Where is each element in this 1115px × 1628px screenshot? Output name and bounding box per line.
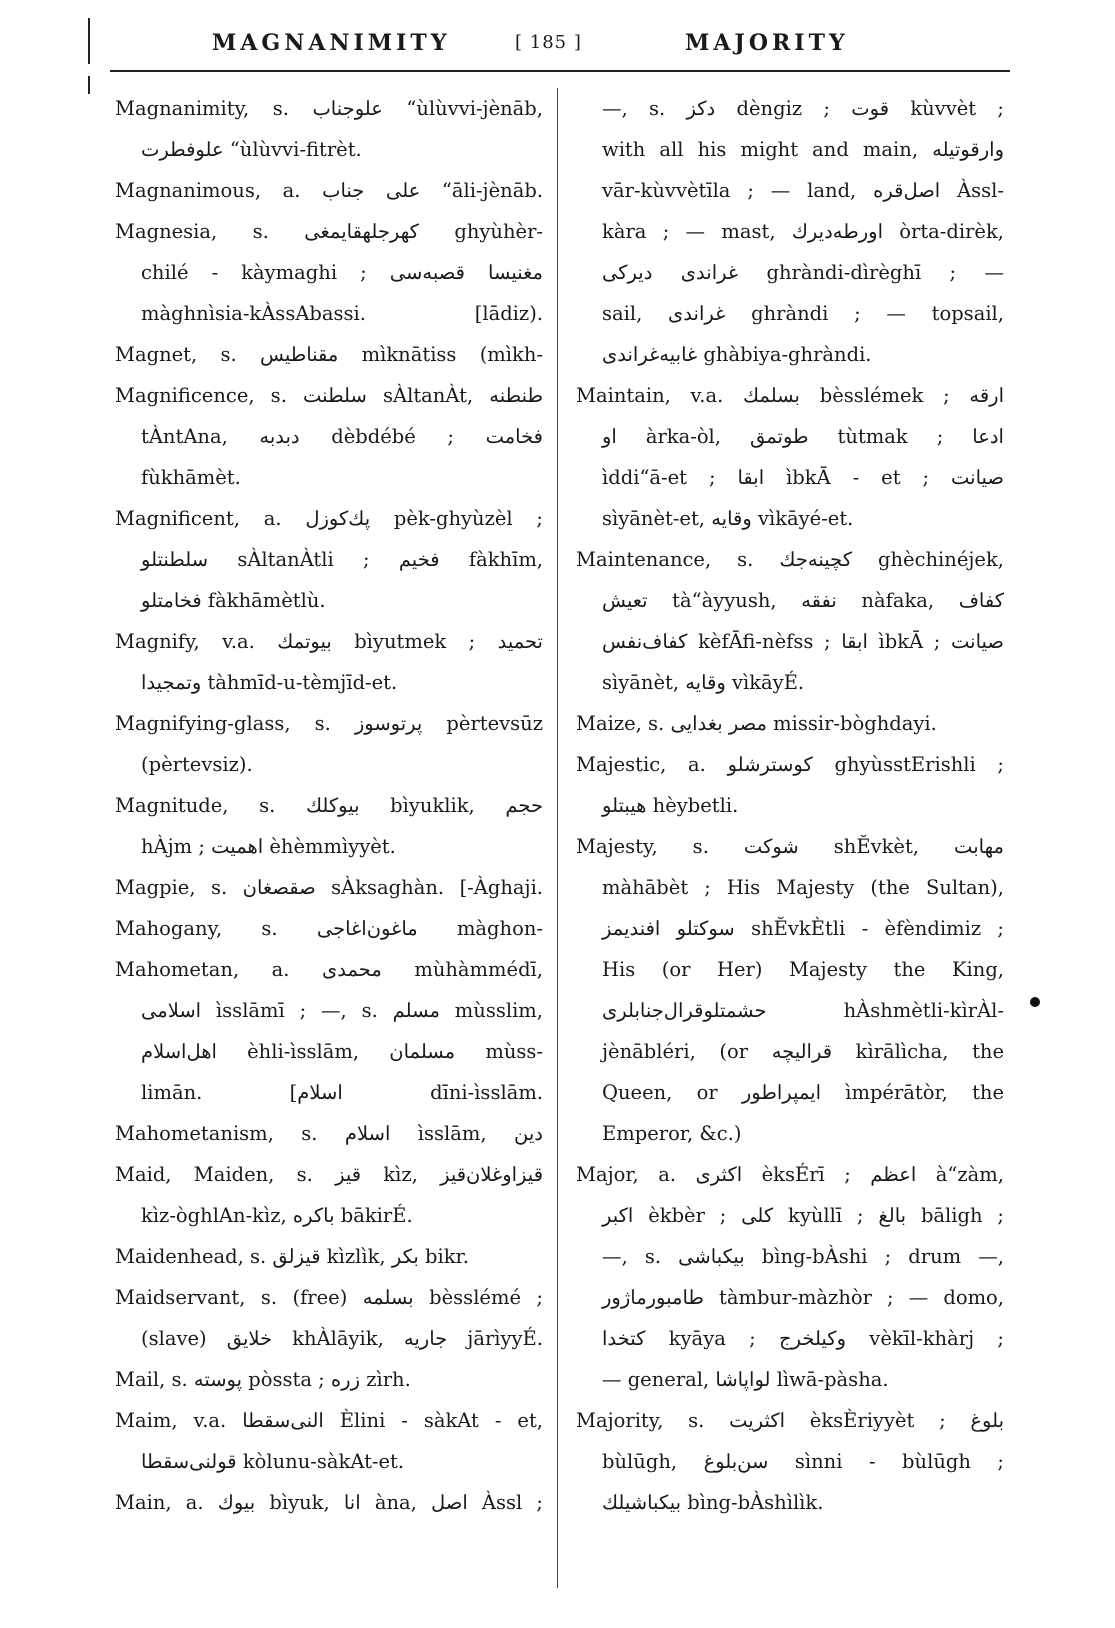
entry-line: Magnet, s. مقناطيس mìknātiss (mìkh- [115,343,543,366]
entry-line: —, s. دكز dèngiz ; قوت kùvvèt ; [602,97,1004,120]
entry-line: chilé - kàymaghi ; مغنيسا قصبه‌سی [141,261,543,284]
entry-line: màghnìsia-kÀssAbassi. [lādiz). [141,302,543,325]
entry-line: Mail, s. پوسته pòssta ; زره zìrh. [115,1368,411,1391]
entry-line: Maidservant, s. (free) بسلمه bèsslémé ; [115,1286,543,1309]
entry-line: kìz-òghlAn-kìz, باكره bākirÉ. [141,1204,413,1227]
entry-line: فخامتلو fàkhāmètlù. [141,589,326,612]
entry-line: Majestic, a. كوسترشلو ghyùsstErishli ; [576,753,1004,776]
entry-line: Magnificence, s. سلطنت sÀltanÀt, طنطنه [115,384,543,407]
entry-line: Maid, Maiden, s. قيز kìz, قيزاوغلان‌قيز [115,1163,543,1186]
entry-line: Mahometan, a. محمدی mùhàmmédī, [115,958,543,981]
entry-line: limān. [اسلام dīni-ìsslām. [141,1081,543,1104]
page-number: [ 185 ] [515,32,582,53]
entry-line: Maim, v.a. النی‌سقطا Èlini - sàkAt - et, [115,1409,543,1432]
entry-line: طامبورماژور tàmbur-màzhòr ; — domo, [602,1286,1004,1309]
entry-line: Maintenance, s. كچينه‌جك ghèchinéjek, [576,548,1004,571]
entry-line: Magnifying-glass, s. پرتوسوز pèrtevsūz [115,712,543,735]
entry-line: (slave) خلايق khÀlāyik, جاريه jārìyyÉ. [141,1327,543,1350]
entry-line: Majesty, s. شوكت shĔvkèt, مهابت [576,835,1004,858]
entry-line: Magnitude, s. بيوكلك bìyuklik, حجم [115,794,543,817]
entry-line: hÀjm ; اهميت èhèmmìyyèt. [141,835,396,858]
entry-line: هيبتلو hèybetli. [602,794,739,817]
entry-line: màhābèt ; His Majesty (the Sultan), [602,876,1004,899]
entry-line: ìddi“ā-et ; ابقا ìbkĀ - et ; صيانت [602,466,1004,489]
entry-line: اهل‌اسلام èhli-ìsslām, مسلمان mùss- [141,1040,543,1063]
entry-line: او àrka-òl, طوتمق tùtmak ; ادعا [602,425,1004,448]
entry-line: كفاف‌نفس kèfĀfi-nèfss ; ابقا ìbkĀ ; صيانت [602,630,1004,653]
entry-line: حشمتلوقرال‌جنابلری hÀshmètli-kìrÀl- [602,999,1004,1022]
entry-line: His (or Her) Majesty the King, [602,958,1004,981]
entry-line: Major, a. اكثری èksÉrī ; اعظم à“zàm, [576,1163,1004,1186]
entry-line: سلطنتلو sÀltanÀtli ; فخيم fàkhīm, [141,548,543,571]
entry-line: —, s. بيكباشی bìng-bÀshi ; drum —, [602,1245,1004,1268]
entry-line: Magnify, v.a. بيوتمك bìyutmek ; تحميد [115,630,543,653]
column-divider [557,88,558,1588]
entry-line: Mahometanism, s. اسلام ìsslām, دين [115,1122,543,1145]
entry-line: وتمجيدا tàhmīd-u-tèmjīd-et. [141,671,398,694]
entry-line: Maintain, v.a. بسلمك bèsslémek ; ارقه [576,384,1004,407]
entry-line: jènābléri, (or قراليچه kìrālìcha, the [602,1040,1004,1063]
entry-line: غابيه‌غراندی ghàbiya-ghràndi. [602,343,872,366]
entry-line: Magnanimous, a. علی جناب “āli-jènāb. [115,179,543,202]
entry-line: Magnificent, a. پك‌كوزل pèk-ghyùzèl ; [115,507,543,530]
right-column [576,88,1004,1523]
entry-line: fùkhāmèt. [141,466,241,489]
entry-line: Magnesia, s. كهرجلهقايمغی ghyùhèr- [115,220,543,243]
running-header [100,28,1010,64]
entry-line: tÀntAna, دبدبه dèbdébé ; فخامت [141,425,543,448]
entry-line: تعيش tà“àyyush, نفقه nàfaka, كفاف [602,589,1004,612]
entry-line: Maidenhead, s. قيزلق kìzlìk, بكر bikr. [115,1245,469,1268]
margin-mark [88,76,90,94]
entry-line: Mahogany, s. ماغون‌اغاجی màghon- [115,917,543,940]
left-column [115,88,543,1523]
entry-line: — general, لواپاشا lìwā-pàsha. [602,1368,889,1391]
entry-line: (pèrtevsiz). [141,753,253,776]
entry-line: اكبر èkbèr ; كلی kyùllī ; بالغ bāligh ; [602,1204,1004,1227]
header-left-guideword: MAGNANIMITY [212,30,451,56]
entry-line: bùlūgh, سن‌بلوغ sìnni - bùlūgh ; [602,1450,1004,1473]
entry-line: sìyānèt-et, وقايه vìkāyé-et. [602,507,854,530]
entry-line: Queen, or ايمپراطور ìmpérātòr, the [602,1081,1004,1104]
entry-line: اسلامی ìsslāmī ; —, s. مسلم mùsslim, [141,999,543,1022]
entry-line: Maize, s. مصر بغدايی missir-bòghdayi. [576,712,937,735]
entry-line: sìyānèt, وقايه vìkāyÉ. [602,671,805,694]
entry-line: Emperor, &c.) [602,1122,742,1145]
header-right-guideword: MAJORITY [685,30,849,56]
entry-line: علوفطرت “ùlùvvi-fitrèt. [141,138,362,161]
entry-line: Main, a. بيوك bìyuk, انا àna, اصل Àssl ; [115,1491,543,1514]
entry-line: sail, غراندی ghràndi ; — topsail, [602,302,1004,325]
entry-line: قولنی‌سقطا kòlunu-sàkAt-et. [141,1450,405,1473]
entry-line: kàra ; — mast, اورطه‌ديرك òrta-dirèk, [602,220,1004,243]
entry-line: كتخدا kyāya ; وكيلخرج vèkīl-khàrj ; [602,1327,1004,1350]
entry-line: غراندی ديركی ghràndi-dìrèghī ; — [602,261,1004,284]
ink-dot [1030,997,1040,1007]
entry-line: Magnanimity, s. علوجناب “ùlùvvi-jènāb, [115,97,543,120]
entry-line: بيكباشيلك bìng-bÀshìlìk. [602,1491,824,1514]
margin-mark [88,18,90,64]
entry-line: with all his might and main, وارقوتيله [602,138,1004,161]
header-rule [110,70,1010,72]
entry-line: Magpie, s. صقصغان sÀksaghàn. [-Àghaji. [115,876,543,899]
entry-line: سوكتلو افنديمز shĔvkÈtli - èfèndimiz ; [602,917,1004,940]
entry-line: vār-kùvvètīla ; — land, اصل‌قره Àssl- [602,179,1004,202]
entry-line: Majority, s. اكثريت èksÈriyyèt ; بلوغ [576,1409,1004,1432]
